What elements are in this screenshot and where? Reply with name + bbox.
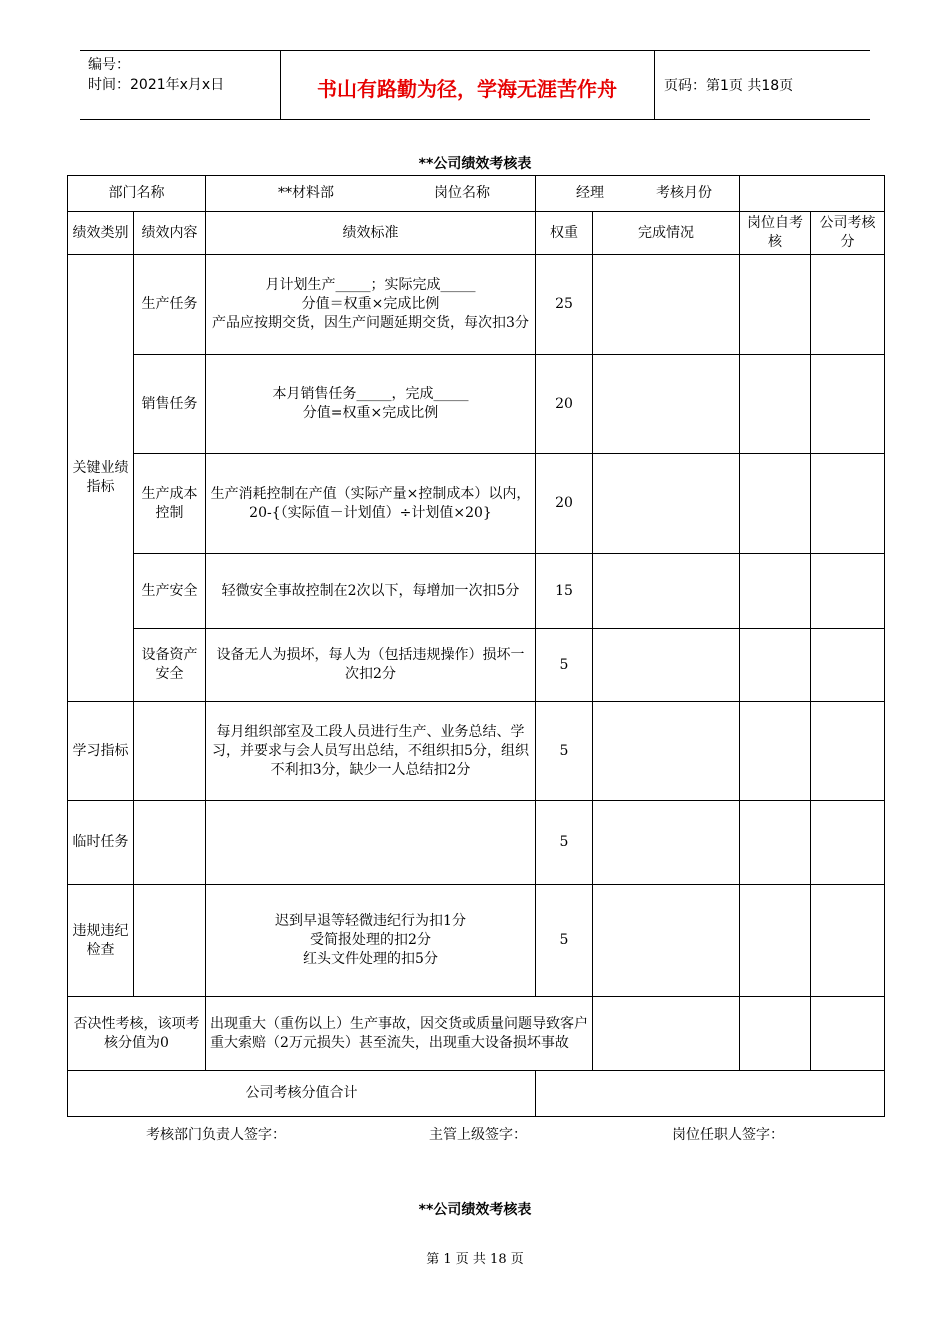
completion-cell[interactable] [593, 554, 740, 629]
col-standard: 绩效标准 [206, 212, 536, 255]
header-meta [88, 55, 224, 95]
completion-cell[interactable] [593, 629, 740, 702]
table-row [68, 554, 885, 629]
row-weight: 15 [536, 554, 593, 629]
table-row [68, 355, 885, 454]
self-score-cell[interactable] [740, 629, 811, 702]
completion-cell[interactable] [593, 801, 740, 885]
total-label: 公司考核分值合计 [68, 1071, 536, 1117]
self-score-cell[interactable] [740, 885, 811, 997]
form-title-2: **公司绩效考核表 [418, 1202, 532, 1218]
col-category: 绩效类别 [68, 212, 134, 255]
number-label: 编号： [88, 57, 130, 73]
completion-cell[interactable] [593, 885, 740, 997]
table-row [68, 885, 885, 997]
month-value [740, 176, 885, 212]
company-score-cell[interactable] [811, 255, 885, 355]
supervisor-signature: 主管上级签字： [429, 1127, 527, 1143]
self-score-cell[interactable] [740, 702, 811, 801]
row-weight: 5 [536, 801, 593, 885]
completion-cell[interactable] [593, 355, 740, 454]
row-content [134, 801, 206, 885]
company-score-cell[interactable] [811, 885, 885, 997]
assessment-table [67, 175, 885, 1117]
completion-cell[interactable] [593, 454, 740, 554]
row-standard: 月计划生产_____；实际完成_____ 分值＝权重×完成比例 产品应按期交货，因生产问题延期交货，每次扣3分 [206, 255, 536, 355]
row-content: 生产任务 [134, 255, 206, 355]
column-header-row [68, 212, 885, 255]
table-row [68, 454, 885, 554]
page-footer: 第 1 页 共 18 页 [426, 1252, 524, 1267]
company-score-cell[interactable] [811, 629, 885, 702]
table-row [68, 702, 885, 801]
completion-cell[interactable] [593, 255, 740, 355]
motto: 书山有路勤为径，学海无涯苦作舟 [317, 77, 617, 101]
total-row [68, 1071, 885, 1117]
col-completion: 完成情况 [593, 212, 740, 255]
row-standard: 迟到早退等轻微违纪行为扣1分 受简报处理的扣2分 红头文件处理的扣5分 [206, 885, 536, 997]
col-self: 岗位自考核 [740, 212, 811, 255]
row-content: 销售任务 [134, 355, 206, 454]
self-score-cell[interactable] [740, 255, 811, 355]
self-score-cell[interactable] [740, 997, 811, 1071]
row-weight: 5 [536, 629, 593, 702]
row-category: 学习指标 [68, 702, 134, 801]
company-score-cell[interactable] [811, 997, 885, 1071]
company-score-cell[interactable] [811, 702, 885, 801]
row-content: 生产成本控制 [134, 454, 206, 554]
row-standard: 轻微安全事故控制在2次以下，每增加一次扣5分 [206, 554, 536, 629]
info-row [68, 176, 885, 212]
company-score-cell[interactable] [811, 454, 885, 554]
veto-standard: 出现重大（重伤以上）生产事故，因交货或质量问题导致客户重大索赔（2万元损失）甚至流失，出现重大设备损坏事故 [206, 997, 593, 1071]
company-score-cell[interactable] [811, 801, 885, 885]
row-standard: 设备无人为损坏，每人为（包括违规操作）损坏一次扣2分 [206, 629, 536, 702]
col-company: 公司考核分 [811, 212, 885, 255]
dept-head-signature: 考核部门负责人签字： [146, 1127, 286, 1143]
category-kpi: 关键业绩指标 [68, 255, 134, 702]
table-row [68, 629, 885, 702]
row-content: 生产安全 [134, 554, 206, 629]
dept-value: **材料部 岗位名称 [206, 176, 536, 212]
row-content [134, 885, 206, 997]
row-standard: 本月销售任务_____，完成_____ 分值=权重×完成比例 [206, 355, 536, 454]
total-value-cell[interactable] [536, 1071, 885, 1117]
row-weight: 5 [536, 702, 593, 801]
col-weight: 权重 [536, 212, 593, 255]
dept-label: 部门名称 [68, 176, 206, 212]
row-weight: 25 [536, 255, 593, 355]
row-content [134, 702, 206, 801]
row-weight: 20 [536, 454, 593, 554]
page-header [80, 50, 870, 120]
self-score-cell[interactable] [740, 801, 811, 885]
completion-cell[interactable] [593, 702, 740, 801]
form-title: **公司绩效考核表 [418, 156, 532, 172]
row-category: 违规违纪检查 [68, 885, 134, 997]
veto-row [68, 997, 885, 1071]
page-info: 页码：第1页 共18页 [664, 78, 794, 94]
company-score-cell[interactable] [811, 554, 885, 629]
row-weight: 20 [536, 355, 593, 454]
row-standard: 生产消耗控制在产值（实际产量×控制成本）以内，20-{（实际值－计划值）÷计划值×20} [206, 454, 536, 554]
time-label: 时间：2021年x月x日 [88, 77, 225, 93]
employee-signature: 岗位任职人签字： [672, 1127, 784, 1143]
completion-cell[interactable] [593, 997, 740, 1071]
self-score-cell[interactable] [740, 355, 811, 454]
veto-label: 否决性考核，该项考核分值为0 [68, 997, 206, 1071]
row-standard [206, 801, 536, 885]
table-row [68, 255, 885, 355]
self-score-cell[interactable] [740, 554, 811, 629]
self-score-cell[interactable] [740, 454, 811, 554]
col-content: 绩效内容 [134, 212, 206, 255]
table-row [68, 801, 885, 885]
row-weight: 5 [536, 885, 593, 997]
post-value: 经理 考核月份 [536, 176, 740, 212]
row-standard: 每月组织部室及工段人员进行生产、业务总结、学习，并要求与会人员写出总结，不组织扣5分，组织不利扣3分，缺少一人总结扣2分 [206, 702, 536, 801]
row-content: 设备资产安全 [134, 629, 206, 702]
row-category: 临时任务 [68, 801, 134, 885]
company-score-cell[interactable] [811, 355, 885, 454]
